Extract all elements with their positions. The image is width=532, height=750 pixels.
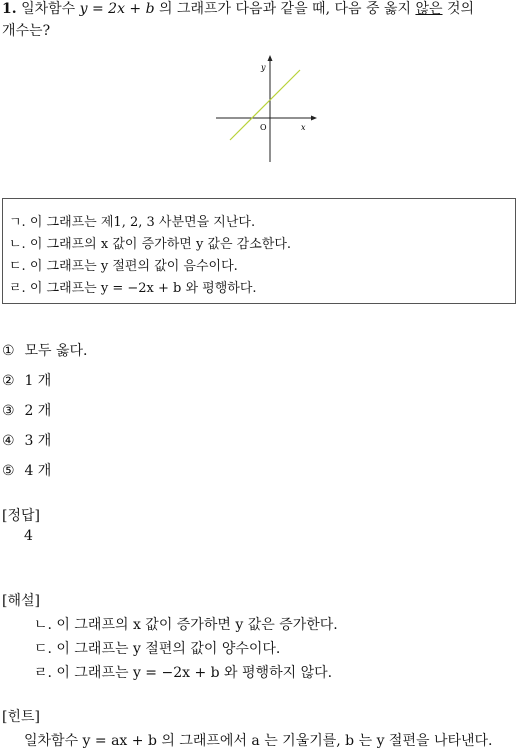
origin-label: O — [260, 123, 267, 132]
choice-label: 4 개 — [24, 463, 52, 479]
choice-1[interactable] — [2, 340, 87, 360]
explanation-line-3: ㄹ. 이 그래프는 y = −2x + b 와 평행하지 않다. — [34, 665, 333, 681]
explanation-title: [해설] — [2, 593, 40, 609]
question-line-2 — [2, 20, 50, 40]
answer-title: [정답] — [2, 508, 40, 524]
hint-text: 일차함수 y = ax + b 의 그래프에서 a 는 기울기를, b 는 y 절편을 나타낸다. — [24, 733, 493, 749]
choice-mark: ③ — [2, 403, 15, 419]
choice-3[interactable] — [2, 400, 51, 420]
question-text-mid: 의 그래프가 다음과 같을 때, 다음 중 옳지 — [154, 1, 416, 17]
question-number: 1. — [2, 1, 17, 17]
statement-4: ㄹ. 이 그래프는 y = −2x + b 와 평행하다. — [9, 281, 257, 296]
statement-1: ㄱ. 이 그래프는 제1, 2, 3 사분면을 지난다. — [9, 215, 256, 230]
hint-title: [힌트] — [2, 709, 40, 725]
answer-value: 4 — [24, 528, 33, 544]
choice-label: 1 개 — [24, 373, 52, 389]
x-axis-label: x — [301, 123, 306, 132]
choice-5[interactable] — [2, 460, 51, 480]
statement-3: ㄷ. 이 그래프는 y 절편의 값이 음수이다. — [9, 259, 238, 274]
choice-mark: ⑤ — [2, 463, 15, 479]
explanation-line-1: ㄴ. 이 그래프의 x 값이 증가하면 y 값은 증가한다. — [34, 617, 338, 633]
choice-2[interactable] — [2, 370, 51, 390]
choice-4[interactable] — [2, 430, 51, 450]
question-formula: y = 2x + b — [79, 1, 155, 17]
statements-box — [2, 198, 516, 304]
question-text-post: 것의 — [442, 1, 475, 17]
y-axis-arrow-icon — [268, 55, 273, 61]
question-underlined-word: 않은 — [415, 1, 443, 17]
choice-mark: ④ — [2, 433, 15, 449]
choice-label: 3 개 — [24, 433, 52, 449]
question-text-line2: 개수는? — [2, 23, 51, 39]
coordinate-graph — [214, 52, 320, 164]
choice-mark: ① — [2, 343, 15, 359]
statement-2: ㄴ. 이 그래프의 x 값이 증가하면 y 값은 감소한다. — [9, 237, 292, 252]
y-axis-label: y — [261, 63, 266, 72]
question-text-pre: 일차함수 — [21, 1, 80, 17]
explanation-line-2: ㄷ. 이 그래프는 y 절편의 값이 양수이다. — [34, 641, 281, 657]
question-line-1 — [2, 0, 474, 18]
choice-label: 2 개 — [24, 403, 52, 419]
choice-label: 모두 옳다. — [24, 343, 88, 359]
choice-mark: ② — [2, 373, 15, 389]
x-axis-arrow-icon — [311, 116, 317, 121]
